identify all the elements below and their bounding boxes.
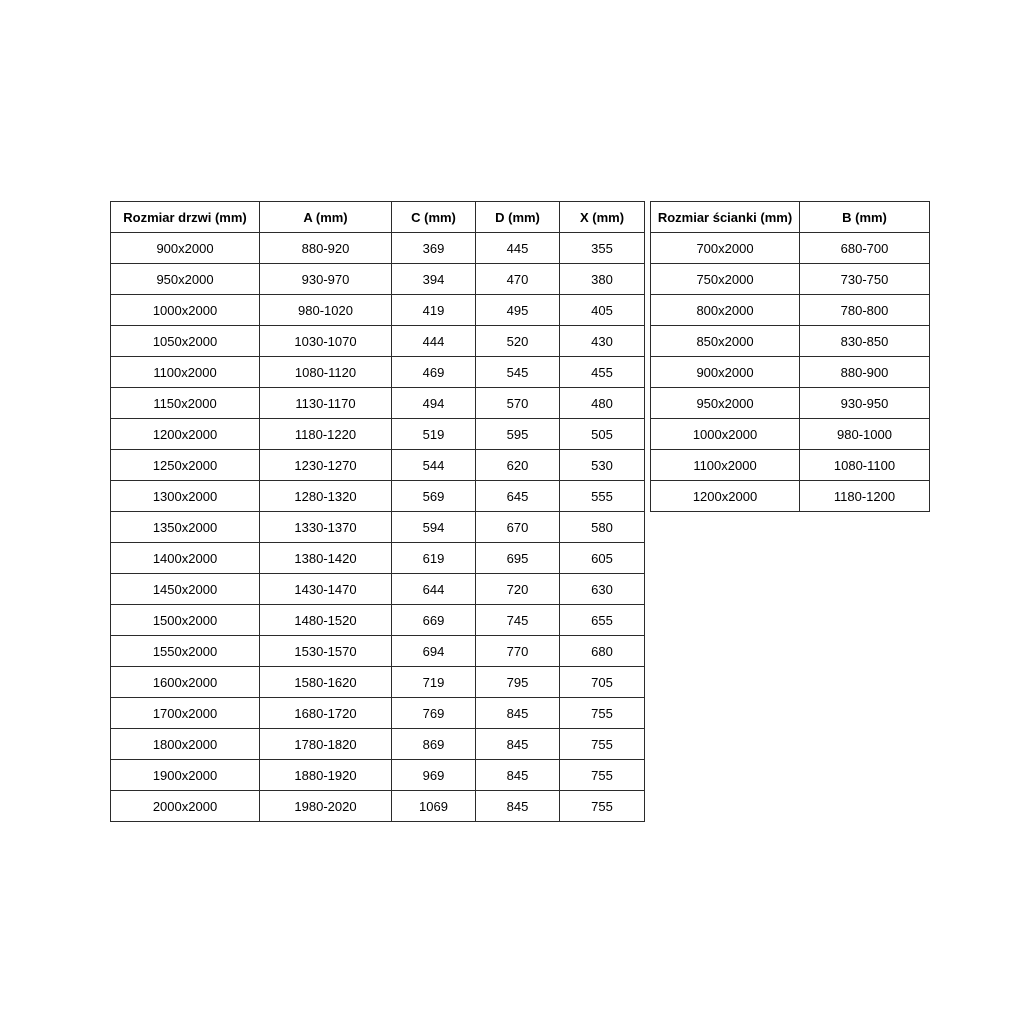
table-cell: 530 (560, 450, 645, 481)
table-row (651, 233, 930, 264)
table-cell: 455 (560, 357, 645, 388)
table-cell: 1530-1570 (260, 636, 392, 667)
header-row (651, 202, 930, 233)
table-cell: 1000x2000 (111, 295, 260, 326)
wall-size-table (650, 201, 930, 512)
table-cell: 880-920 (260, 233, 392, 264)
table-cell: 755 (560, 791, 645, 822)
table-cell: 769 (392, 698, 476, 729)
table-cell: 780-800 (800, 295, 930, 326)
table-row (111, 295, 645, 326)
door-size-table (110, 201, 645, 822)
table-cell: 845 (476, 698, 560, 729)
table-row (111, 388, 645, 419)
column-header: C (mm) (392, 202, 476, 233)
table-row (111, 233, 645, 264)
table-cell: 1250x2000 (111, 450, 260, 481)
table-cell: 655 (560, 605, 645, 636)
table-cell: 1600x2000 (111, 667, 260, 698)
table-row (111, 481, 645, 512)
table-cell: 1030-1070 (260, 326, 392, 357)
table-cell: 1100x2000 (651, 450, 800, 481)
table-cell: 430 (560, 326, 645, 357)
table-cell: 980-1000 (800, 419, 930, 450)
table-cell: 900x2000 (651, 357, 800, 388)
table-cell: 1900x2000 (111, 760, 260, 791)
table-cell: 520 (476, 326, 560, 357)
table-cell: 594 (392, 512, 476, 543)
table-cell: 519 (392, 419, 476, 450)
table-cell: 700x2000 (651, 233, 800, 264)
column-header: D (mm) (476, 202, 560, 233)
table-cell: 930-970 (260, 264, 392, 295)
table-cell: 369 (392, 233, 476, 264)
table-cell: 1330-1370 (260, 512, 392, 543)
table-cell: 444 (392, 326, 476, 357)
table-cell: 570 (476, 388, 560, 419)
table-cell: 1780-1820 (260, 729, 392, 760)
table-cell: 1300x2000 (111, 481, 260, 512)
table-cell: 555 (560, 481, 645, 512)
column-header: X (mm) (560, 202, 645, 233)
table-cell: 694 (392, 636, 476, 667)
table-cell: 830-850 (800, 326, 930, 357)
table-cell: 1430-1470 (260, 574, 392, 605)
table-cell: 355 (560, 233, 645, 264)
table-cell: 1200x2000 (651, 481, 800, 512)
table-row (651, 388, 930, 419)
table-cell: 1180-1220 (260, 419, 392, 450)
table-cell: 770 (476, 636, 560, 667)
table-cell: 1380-1420 (260, 543, 392, 574)
table-cell: 1230-1270 (260, 450, 392, 481)
table-row (111, 698, 645, 729)
table-cell: 1400x2000 (111, 543, 260, 574)
table-cell: 645 (476, 481, 560, 512)
table-cell: 380 (560, 264, 645, 295)
table-cell: 595 (476, 419, 560, 450)
table-cell: 680 (560, 636, 645, 667)
table-cell: 1050x2000 (111, 326, 260, 357)
table-cell: 445 (476, 233, 560, 264)
table-cell: 580 (560, 512, 645, 543)
table-row (111, 450, 645, 481)
table-row (111, 326, 645, 357)
table-cell: 980-1020 (260, 295, 392, 326)
column-header: Rozmiar drzwi (mm) (111, 202, 260, 233)
table-cell: 845 (476, 791, 560, 822)
table-cell: 845 (476, 729, 560, 760)
table-cell: 644 (392, 574, 476, 605)
table-cell: 1150x2000 (111, 388, 260, 419)
table-cell: 1700x2000 (111, 698, 260, 729)
table-cell: 755 (560, 760, 645, 791)
table-cell: 1080-1120 (260, 357, 392, 388)
table-cell: 695 (476, 543, 560, 574)
table-cell: 405 (560, 295, 645, 326)
table-cell: 1180-1200 (800, 481, 930, 512)
table-cell: 1880-1920 (260, 760, 392, 791)
table-cell: 670 (476, 512, 560, 543)
header-row (111, 202, 645, 233)
table-row (651, 295, 930, 326)
table-row (651, 357, 930, 388)
table-cell: 720 (476, 574, 560, 605)
column-header: Rozmiar ścianki (mm) (651, 202, 800, 233)
table-cell: 1500x2000 (111, 605, 260, 636)
table-row (651, 481, 930, 512)
table-row (111, 760, 645, 791)
table-row (111, 729, 645, 760)
table-cell: 2000x2000 (111, 791, 260, 822)
table-cell: 480 (560, 388, 645, 419)
table-cell: 800x2000 (651, 295, 800, 326)
table-cell: 1000x2000 (651, 419, 800, 450)
table-cell: 850x2000 (651, 326, 800, 357)
column-header: A (mm) (260, 202, 392, 233)
table-row (111, 636, 645, 667)
table-cell: 795 (476, 667, 560, 698)
table-cell: 1280-1320 (260, 481, 392, 512)
table-row (111, 543, 645, 574)
table-row (111, 419, 645, 450)
table-cell: 544 (392, 450, 476, 481)
table-cell: 1080-1100 (800, 450, 930, 481)
table-cell: 630 (560, 574, 645, 605)
table-cell: 620 (476, 450, 560, 481)
table-cell: 1480-1520 (260, 605, 392, 636)
table-cell: 1580-1620 (260, 667, 392, 698)
table-cell: 545 (476, 357, 560, 388)
table-cell: 1130-1170 (260, 388, 392, 419)
table-cell: 1450x2000 (111, 574, 260, 605)
table-row (111, 512, 645, 543)
table-cell: 1100x2000 (111, 357, 260, 388)
table-cell: 755 (560, 698, 645, 729)
table-cell: 719 (392, 667, 476, 698)
table-cell: 494 (392, 388, 476, 419)
table-cell: 869 (392, 729, 476, 760)
table-cell: 1069 (392, 791, 476, 822)
table-cell: 730-750 (800, 264, 930, 295)
table-cell: 569 (392, 481, 476, 512)
table-cell: 745 (476, 605, 560, 636)
table-cell: 1350x2000 (111, 512, 260, 543)
table-cell: 394 (392, 264, 476, 295)
table-cell: 495 (476, 295, 560, 326)
table-row (651, 450, 930, 481)
table-cell: 705 (560, 667, 645, 698)
table-cell: 619 (392, 543, 476, 574)
table-row (111, 667, 645, 698)
table-cell: 605 (560, 543, 645, 574)
table-cell: 419 (392, 295, 476, 326)
table-row (111, 357, 645, 388)
table-cell: 505 (560, 419, 645, 450)
table-row (651, 264, 930, 295)
table-cell: 1200x2000 (111, 419, 260, 450)
table-cell: 680-700 (800, 233, 930, 264)
table-cell: 755 (560, 729, 645, 760)
table-cell: 470 (476, 264, 560, 295)
table-row (111, 264, 645, 295)
table-cell: 750x2000 (651, 264, 800, 295)
table-cell: 880-900 (800, 357, 930, 388)
table-row (651, 419, 930, 450)
table-cell: 950x2000 (651, 388, 800, 419)
table-row (111, 605, 645, 636)
table-cell: 900x2000 (111, 233, 260, 264)
table-cell: 1800x2000 (111, 729, 260, 760)
table-row (651, 326, 930, 357)
table-row (111, 791, 645, 822)
table-cell: 1980-2020 (260, 791, 392, 822)
table-cell: 1550x2000 (111, 636, 260, 667)
table-cell: 845 (476, 760, 560, 791)
table-row (111, 574, 645, 605)
table-cell: 469 (392, 357, 476, 388)
table-cell: 950x2000 (111, 264, 260, 295)
table-cell: 1680-1720 (260, 698, 392, 729)
table-cell: 930-950 (800, 388, 930, 419)
table-cell: 969 (392, 760, 476, 791)
table-cell: 669 (392, 605, 476, 636)
column-header: B (mm) (800, 202, 930, 233)
